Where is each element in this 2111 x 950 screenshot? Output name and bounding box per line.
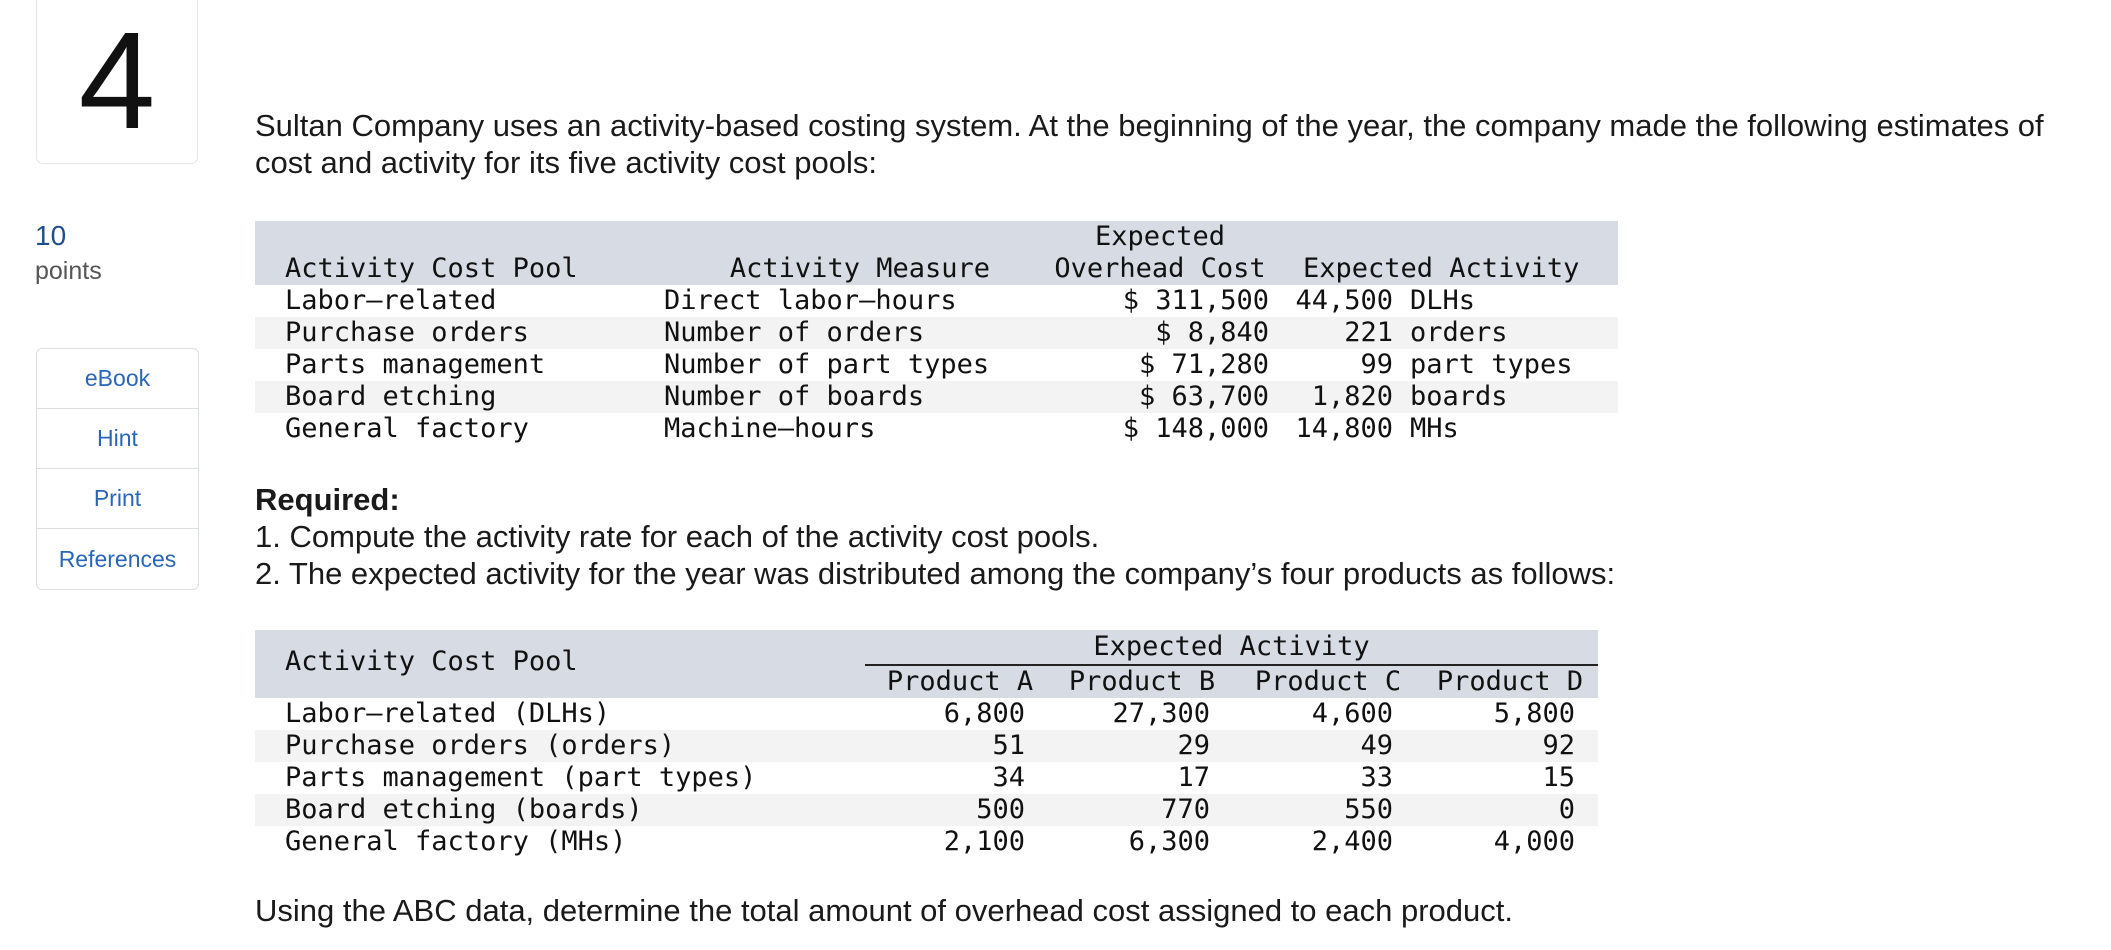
activity-measure: Number of orders: [664, 317, 925, 348]
product-c-value: 33: [1360, 762, 1393, 793]
required-section: [255, 481, 2090, 592]
product-a-value: 2,100: [943, 826, 1025, 857]
table-row: [255, 794, 1598, 826]
pool-name: Labor–related: [285, 285, 497, 316]
table-row: [255, 381, 1618, 413]
closing-paragraph: Using the ABC data, determine the total amount of overhead cost assigned to each product.: [255, 893, 1513, 928]
points-value: 10: [35, 220, 67, 251]
product-a-value: 34: [992, 762, 1025, 793]
activity-measure: Machine–hours: [664, 413, 876, 444]
table-header: [255, 630, 1598, 698]
activity-unit: MHs: [1410, 413, 1459, 444]
table-row: [255, 730, 1598, 762]
activity-measure: Number of boards: [664, 381, 925, 412]
intro-paragraph: Sultan Company uses an activity-based costing system. At the beginning of the year, the company made the following estimates of cost and activity for its five activity cost pools:: [255, 108, 2044, 180]
product-c-value: 2,400: [1311, 826, 1393, 857]
product-b-value: 770: [1161, 794, 1210, 825]
header-expected-activity: Expected Activity: [1303, 253, 1580, 284]
activity-quantity: 14,800: [1295, 413, 1393, 444]
question-tools-panel: [36, 348, 199, 590]
hint-link[interactable]: Hint: [37, 409, 198, 469]
header-activity-measure: Activity Measure: [729, 253, 990, 284]
ebook-link[interactable]: eBook: [37, 349, 198, 409]
table-row: [255, 826, 1598, 858]
product-d-value: 0: [1558, 794, 1575, 825]
header-expected-activity-group: Expected Activity: [1093, 631, 1370, 662]
product-a-value: 500: [976, 794, 1025, 825]
overhead-cost: $ 8,840: [1155, 317, 1269, 348]
product-d-value: 5,800: [1493, 698, 1575, 729]
product-c-value: 49: [1360, 730, 1393, 761]
pool-name: Purchase orders (orders): [285, 730, 676, 761]
header-product-b: Product B: [1068, 666, 1216, 697]
product-c-value: 4,600: [1311, 698, 1393, 729]
overhead-cost: $ 148,000: [1122, 413, 1269, 444]
activity-quantity: 99: [1360, 349, 1393, 380]
header-activity-cost-pool: Activity Cost Pool: [285, 646, 578, 677]
header-expected-line1: Expected: [1094, 221, 1226, 252]
product-a-value: 51: [992, 730, 1025, 761]
references-link[interactable]: References: [58, 545, 177, 572]
required-title: Required:: [255, 482, 400, 517]
pool-name: Board etching (boards): [285, 794, 643, 825]
activity-cost-pool-table: [255, 221, 1618, 445]
question-number-box: [36, 0, 198, 164]
activity-quantity: 221: [1344, 317, 1393, 348]
question-number: 4: [78, 4, 156, 158]
print-link[interactable]: Print: [37, 469, 198, 529]
overhead-cost: $ 311,500: [1122, 285, 1269, 316]
table-row: [255, 762, 1598, 794]
header-overhead-cost: Overhead Cost: [1054, 253, 1266, 284]
table-row: [255, 698, 1598, 730]
product-a-value: 6,800: [943, 698, 1025, 729]
activity-quantity: 1,820: [1311, 381, 1393, 412]
table-row: [255, 413, 1618, 445]
activity-quantity: 44,500: [1295, 285, 1393, 316]
product-b-value: 17: [1177, 762, 1210, 793]
overhead-cost: $ 63,700: [1138, 381, 1269, 412]
product-b-value: 27,300: [1112, 698, 1210, 729]
header-product-d: Product D: [1436, 666, 1584, 697]
header-product-a: Product A: [886, 666, 1034, 697]
pool-name: Parts management (part types): [285, 762, 757, 793]
table-row: [255, 285, 1618, 317]
pool-name: Board etching: [285, 381, 497, 412]
table-header: [255, 221, 1618, 285]
points-label: points: [35, 257, 102, 285]
pool-name: Parts management: [285, 349, 546, 380]
product-d-value: 4,000: [1493, 826, 1575, 857]
pool-name: General factory (MHs): [285, 826, 627, 857]
required-item-2: 2. The expected activity for the year was distributed among the company’s four products as follows:: [255, 556, 1616, 591]
pool-name: Purchase orders: [285, 317, 529, 348]
activity-unit: boards: [1410, 381, 1508, 412]
pool-name: General factory: [285, 413, 529, 444]
activity-unit: part types: [1410, 349, 1573, 380]
activity-measure: Number of part types: [664, 349, 990, 380]
product-c-value: 550: [1344, 794, 1393, 825]
activity-unit: DLHs: [1410, 285, 1476, 316]
overhead-cost: $ 71,280: [1138, 349, 1269, 380]
header-activity-cost-pool: Activity Cost Pool: [285, 253, 578, 284]
product-b-value: 29: [1177, 730, 1210, 761]
activity-measure: Direct labor–hours: [664, 285, 957, 316]
header-product-c: Product C: [1254, 666, 1402, 697]
product-d-value: 92: [1542, 730, 1575, 761]
table-row: [255, 317, 1618, 349]
product-d-value: 15: [1542, 762, 1575, 793]
product-activity-table: [255, 630, 1598, 858]
table-row: [255, 349, 1618, 381]
activity-unit: orders: [1410, 317, 1508, 348]
product-b-value: 6,300: [1128, 826, 1210, 857]
pool-name: Labor–related (DLHs): [285, 698, 611, 729]
required-item-1: 1. Compute the activity rate for each of the activity cost pools.: [255, 519, 1100, 554]
